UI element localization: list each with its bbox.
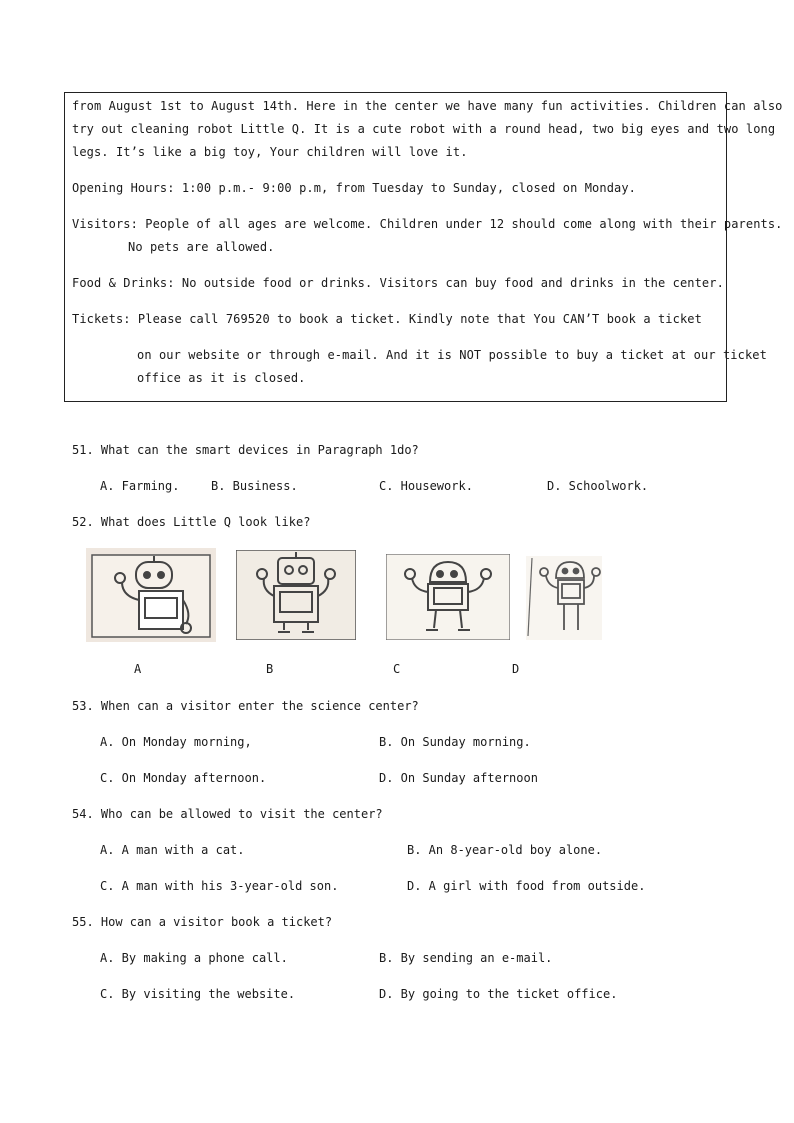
q51-option-d[interactable]: D. Schoolwork. <box>547 479 649 493</box>
robot-picture-c[interactable] <box>386 554 510 640</box>
visitors-line-2: No pets are allowed. <box>128 240 275 254</box>
robot-picture-a[interactable] <box>86 548 216 642</box>
q54-option-d[interactable]: D. A girl with food from outside. <box>407 879 646 893</box>
question-55: 55. How can a visitor book a ticket? <box>72 915 333 929</box>
tickets-line-2: on our website or through e-mail. And it is NOT possible to buy a ticket at our ticket <box>137 348 767 362</box>
picture-label-d: D <box>512 662 520 676</box>
visitors-line-1: Visitors: People of all ages are welcome. Children under 12 should come along with their parents. <box>72 217 783 231</box>
question-53: 53. When can a visitor enter the science center? <box>72 699 419 713</box>
picture-label-b: B <box>266 662 274 676</box>
opening-hours: Opening Hours: 1:00 p.m.- 9:00 p.m, from Tuesday to Sunday, closed on Monday. <box>72 181 636 195</box>
q53-option-b[interactable]: B. On Sunday morning. <box>379 735 531 749</box>
q53-option-d[interactable]: D. On Sunday afternoon <box>379 771 538 785</box>
question-51: 51. What can the smart devices in Paragraph 1do? <box>72 443 419 457</box>
passage-box <box>64 92 783 402</box>
picture-label-c: C <box>393 662 401 676</box>
q51-option-a[interactable]: A. Farming. <box>100 479 180 493</box>
q51-option-b[interactable]: B. Business. <box>211 479 298 493</box>
question-54: 54. Who can be allowed to visit the center? <box>72 807 383 821</box>
food-drinks: Food & Drinks: No outside food or drinks. Visitors can buy food and drinks in the center. <box>72 276 724 290</box>
robot-picture-d[interactable] <box>526 556 602 640</box>
passage-line-2: try out cleaning robot Little Q. It is a cute robot with a round head, two big eyes and two long <box>72 122 776 136</box>
picture-label-a: A <box>134 662 142 676</box>
tickets-line-3: office as it is closed. <box>137 371 306 385</box>
q54-option-a[interactable]: A. A man with a cat. <box>100 843 245 857</box>
question-52: 52. What does Little Q look like? <box>72 515 311 529</box>
q55-option-c[interactable]: C. By visiting the website. <box>100 987 296 1001</box>
q53-option-a[interactable]: A. On Monday morning, <box>100 735 252 749</box>
q54-option-b[interactable]: B. An 8-year-old boy alone. <box>407 843 603 857</box>
robot-picture-b[interactable] <box>236 550 356 640</box>
tickets-line-1: Tickets: Please call 769520 to book a ticket. Kindly note that You CAN’T book a ticket <box>72 312 702 326</box>
q51-option-c[interactable]: C. Housework. <box>379 479 473 493</box>
passage-line-1: from August 1st to August 14th. Here in the center we have many fun activities. Children can also <box>72 99 783 113</box>
q54-option-c[interactable]: C. A man with his 3-year-old son. <box>100 879 339 893</box>
q53-option-c[interactable]: C. On Monday afternoon. <box>100 771 267 785</box>
passage-line-3: legs. It’s like a big toy, Your children will love it. <box>72 145 468 159</box>
q55-option-d[interactable]: D. By going to the ticket office. <box>379 987 618 1001</box>
q55-option-a[interactable]: A. By making a phone call. <box>100 951 288 965</box>
q55-option-b[interactable]: B. By sending an e-mail. <box>379 951 553 965</box>
